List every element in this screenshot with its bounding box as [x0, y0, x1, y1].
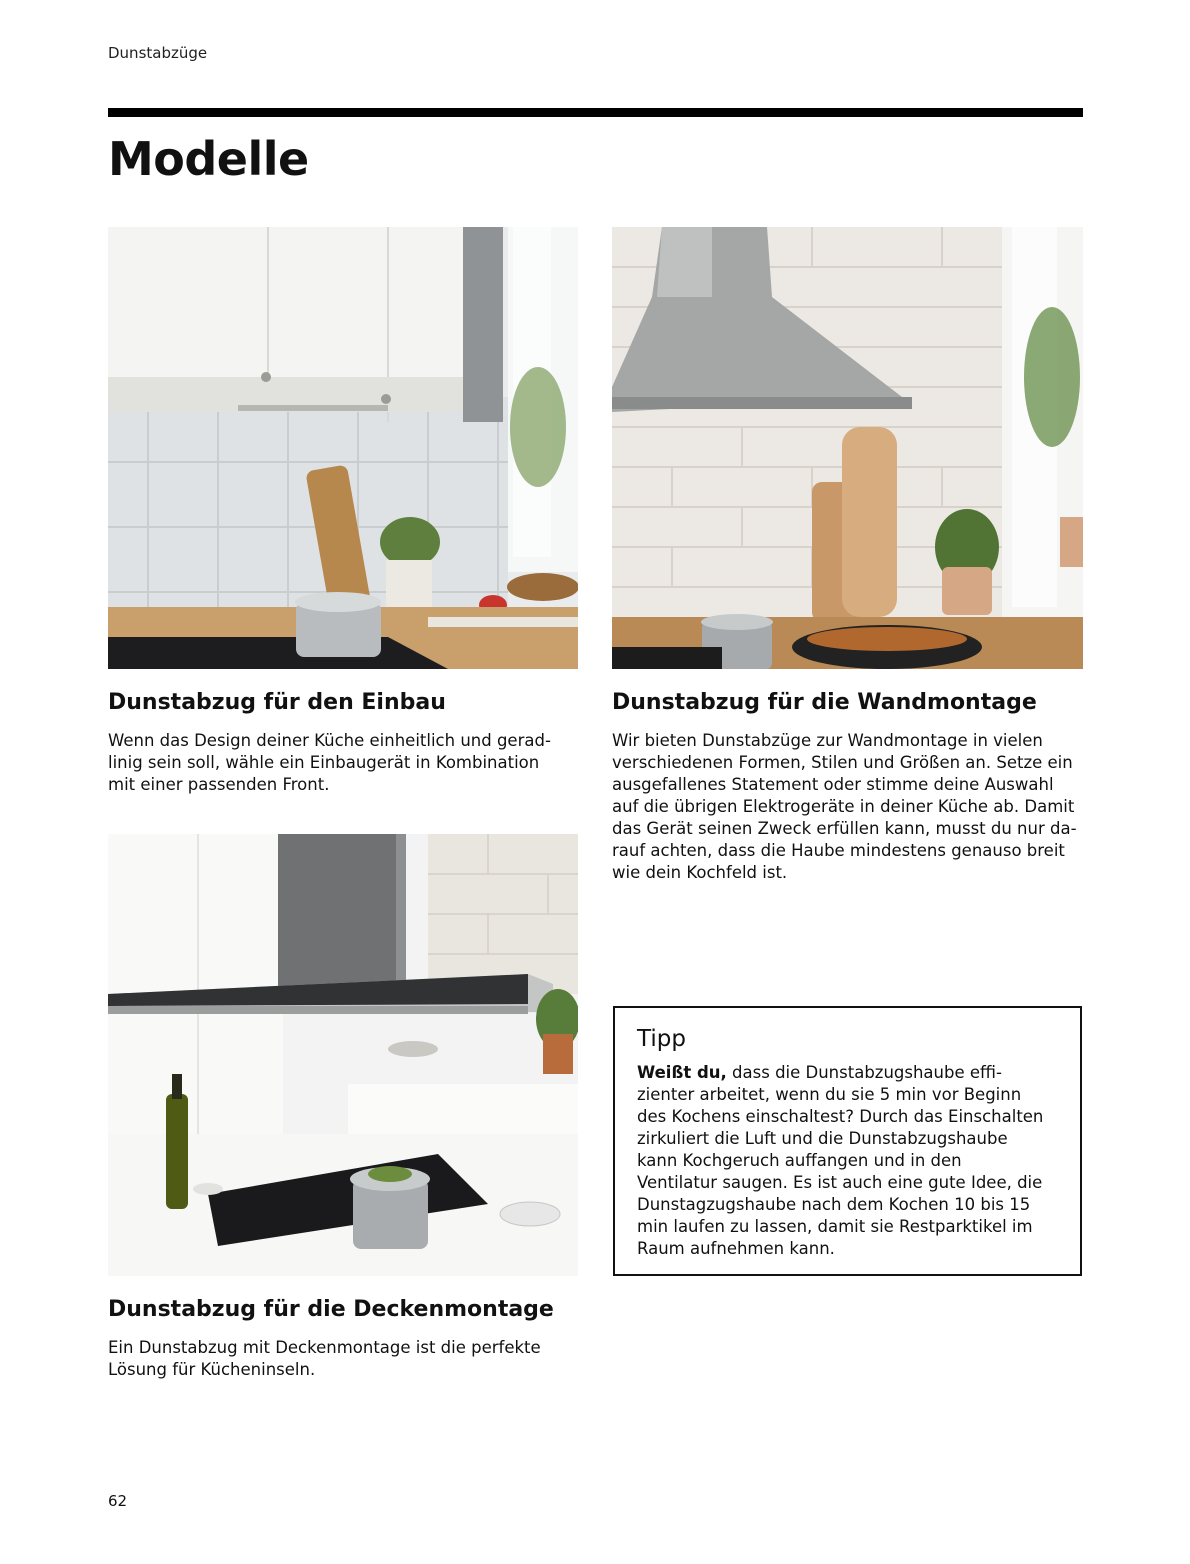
text-line: auf die übrigen Elektrogeräte in deiner Küche ab. Damit [612, 797, 1075, 816]
built-in-hood-photo [108, 227, 578, 669]
text-line: Ein Dunstabzug mit Deckenmontage ist die perfekte [108, 1338, 541, 1357]
text-line: ausgefallenes Statement oder stimme deine Auswahl [612, 775, 1054, 794]
text-line: Raum aufnehmen kann. [637, 1239, 835, 1258]
tip-body [637, 1062, 1058, 1260]
tip-box [613, 1006, 1082, 1276]
card-title-wall: Dunstabzug für die Wandmontage [612, 690, 1037, 715]
text-line: Ventilatur saugen. Es ist auch eine gute Idee, die [637, 1173, 1043, 1192]
text-line: kann Kochgeruch auffangen und in den [637, 1151, 962, 1170]
text-line: min laufen zu lassen, damit sie Restparktikel im [637, 1217, 1033, 1236]
text-line: das Gerät seinen Zweck erfüllen kann, musst du nur da- [612, 819, 1077, 838]
tip-lead: Weißt du, [637, 1063, 727, 1082]
card-title-ceiling: Dunstabzug für die Deckenmontage [108, 1297, 554, 1322]
ceiling-hood-photo [108, 834, 578, 1276]
tip-first-line: dass die Dunstabzugshaube effi- [726, 1063, 1002, 1082]
card-body-built-in [108, 730, 578, 796]
text-line: linig sein soll, wähle ein Einbaugerät in Kombination [108, 753, 540, 772]
header-rule [108, 108, 1083, 117]
text-line [637, 1062, 1058, 1084]
text-line: mit einer passenden Front. [108, 775, 330, 794]
text-line: Lösung für Kücheninseln. [108, 1360, 316, 1379]
page-number: 62 [108, 1492, 128, 1510]
text-line: verschiedenen Formen, Stilen und Größen an. Setze ein [612, 753, 1073, 772]
tip-title: Tipp [637, 1026, 686, 1052]
card-body-ceiling [108, 1337, 578, 1381]
text-line: des Kochens einschaltest? Durch das Einschalten [637, 1107, 1044, 1126]
text-line: zienter arbeitet, wenn du sie 5 min vor Beginn [637, 1085, 1022, 1104]
text-line: wie dein Kochfeld ist. [612, 863, 788, 882]
text-line: Dunstagzugshaube nach dem Kochen 10 bis 15 [637, 1195, 1031, 1214]
card-title-built-in: Dunstabzug für den Einbau [108, 690, 446, 715]
text-line: Wir bieten Dunstabzüge zur Wandmontage in vielen [612, 731, 1043, 750]
section-label: Dunstabzüge [108, 44, 208, 62]
card-body-wall [612, 730, 1087, 884]
text-line: Wenn das Design deiner Küche einheitlich und gerad- [108, 731, 551, 750]
text-line: rauf achten, dass die Haube mindestens genauso breit [612, 841, 1065, 860]
text-line: zirkuliert die Luft und die Dunstabzugshaube [637, 1129, 1008, 1148]
page-title: Modelle [108, 132, 309, 186]
wall-hood-photo [612, 227, 1083, 669]
